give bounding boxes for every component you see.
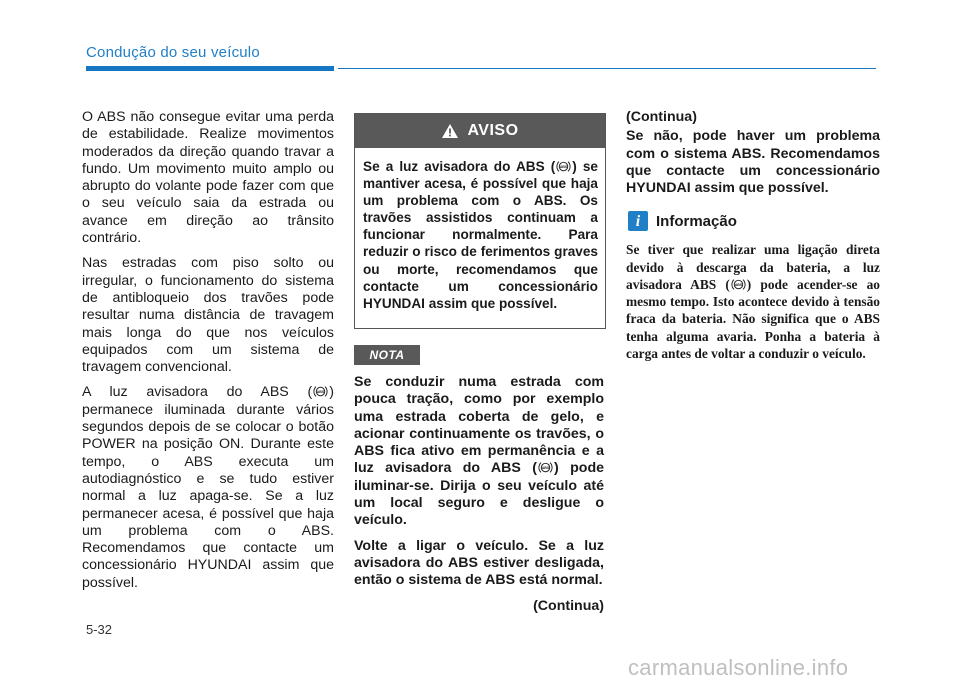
- paragraph: O ABS não consegue evitar uma perda de estabilidade. Realize movimentos moderados da direção quando travar a fundo. Um movimento muito amplo ou abrupto do volante pode fazer com que o seu veículo saia da estrada ou avance em direção ao trânsito contrário.: [82, 109, 334, 247]
- text-segment: ) se mantiver acesa, é possível que haja um problema com o ABS. Os travões assistidos continuam a funcionar normalmente. Para reduzir o risco de ferimentos graves ou morte, recomendamos que contacte um concessionário HYUNDAI assim que possível.: [363, 159, 598, 311]
- text-segment: ) pode iluminar-se. Dirija o seu veículo até um local seguro e desligue o veículo.: [354, 460, 605, 529]
- note-label: NOTA: [354, 345, 420, 365]
- header-rule-thin: [338, 68, 876, 69]
- continued-label: (Continua): [626, 109, 697, 125]
- watermark[interactable]: carmanualsonline.info: [628, 655, 849, 680]
- abs-warning-icon: [313, 384, 328, 399]
- abs-warning-icon: [731, 277, 746, 292]
- info-text: [626, 241, 880, 361]
- svg-text:ABS: ABS: [541, 466, 550, 471]
- warning-header: [355, 114, 605, 148]
- column-right: [626, 109, 880, 362]
- paragraph: Volte a ligar o veículo. Se a luz avisadora do ABS estiver desligada, então o sistema de ABS está normal.: [354, 537, 604, 589]
- svg-text:ABS: ABS: [559, 165, 568, 169]
- column-left: [82, 109, 334, 600]
- column-middle: [354, 374, 604, 623]
- text-segment: Se a luz avisadora do ABS (: [363, 159, 556, 174]
- header-rule-thick: [86, 66, 334, 71]
- paragraph: [82, 384, 334, 592]
- paragraph: [354, 374, 604, 530]
- continued-label: (Continua): [533, 597, 604, 614]
- paragraph: Se não, pode haver um problema com o sistema ABS. Recomendamos que contacte um concessionário HYUNDAI assim que possível.: [626, 128, 880, 197]
- info-heading: [628, 211, 880, 231]
- abs-warning-icon: [556, 159, 571, 174]
- section-title: Condução do seu veículo: [86, 44, 260, 61]
- text-segment: ) pode acender-se ao mesmo tempo. Isto acontece devido à tensão fraca da bateria. Não significa que o ABS tenha alguma avaria. Ponha a bateria à carga antes de voltar a conduzir o veículo.: [626, 276, 880, 361]
- abs-warning-icon: [538, 460, 553, 475]
- warning-title: AVISO: [467, 122, 519, 139]
- info-title: Informação: [656, 212, 737, 230]
- text-segment: A luz avisadora do ABS (: [82, 384, 313, 401]
- page-number: 5-32: [86, 622, 113, 637]
- warning-box: [354, 113, 606, 329]
- paragraph: Nas estradas com piso solto ou irregular, o funcionamento do sistema de antibloqueio dos travões pode resultar numa distância de travagem mais longa do que nos veículos equipados com um sistema de travagem convencional.: [82, 255, 334, 376]
- svg-text:ABS: ABS: [316, 390, 325, 395]
- warning-triangle-icon: [441, 123, 459, 139]
- text-segment: ) permanece iluminada durante vários segundos depois de se colocar o botão POWER na posição ON. Durante este tempo, o ABS executa um autodiagnóstico e se tudo estiver normal a luz apaga-se. Se a luz permanecer acesa, é possível que haja um problema com o ABS. Recomendamos que contacte um concessionário HYUNDAI assim que possível.: [82, 384, 334, 591]
- warning-text: [355, 148, 605, 312]
- info-icon: i: [628, 211, 648, 231]
- svg-text:ABS: ABS: [734, 282, 743, 287]
- text-segment: Se conduzir numa estrada com pouca tração, como por exemplo uma estrada coberta de gelo, e acionar continuamente os travões, o ABS fica ativo em permanência e a luz avisadora do ABS (: [354, 374, 604, 477]
- text-segment: Se tiver que realizar uma ligação direta devido à descarga da bateria, a luz avisadora ABS (: [626, 242, 880, 292]
